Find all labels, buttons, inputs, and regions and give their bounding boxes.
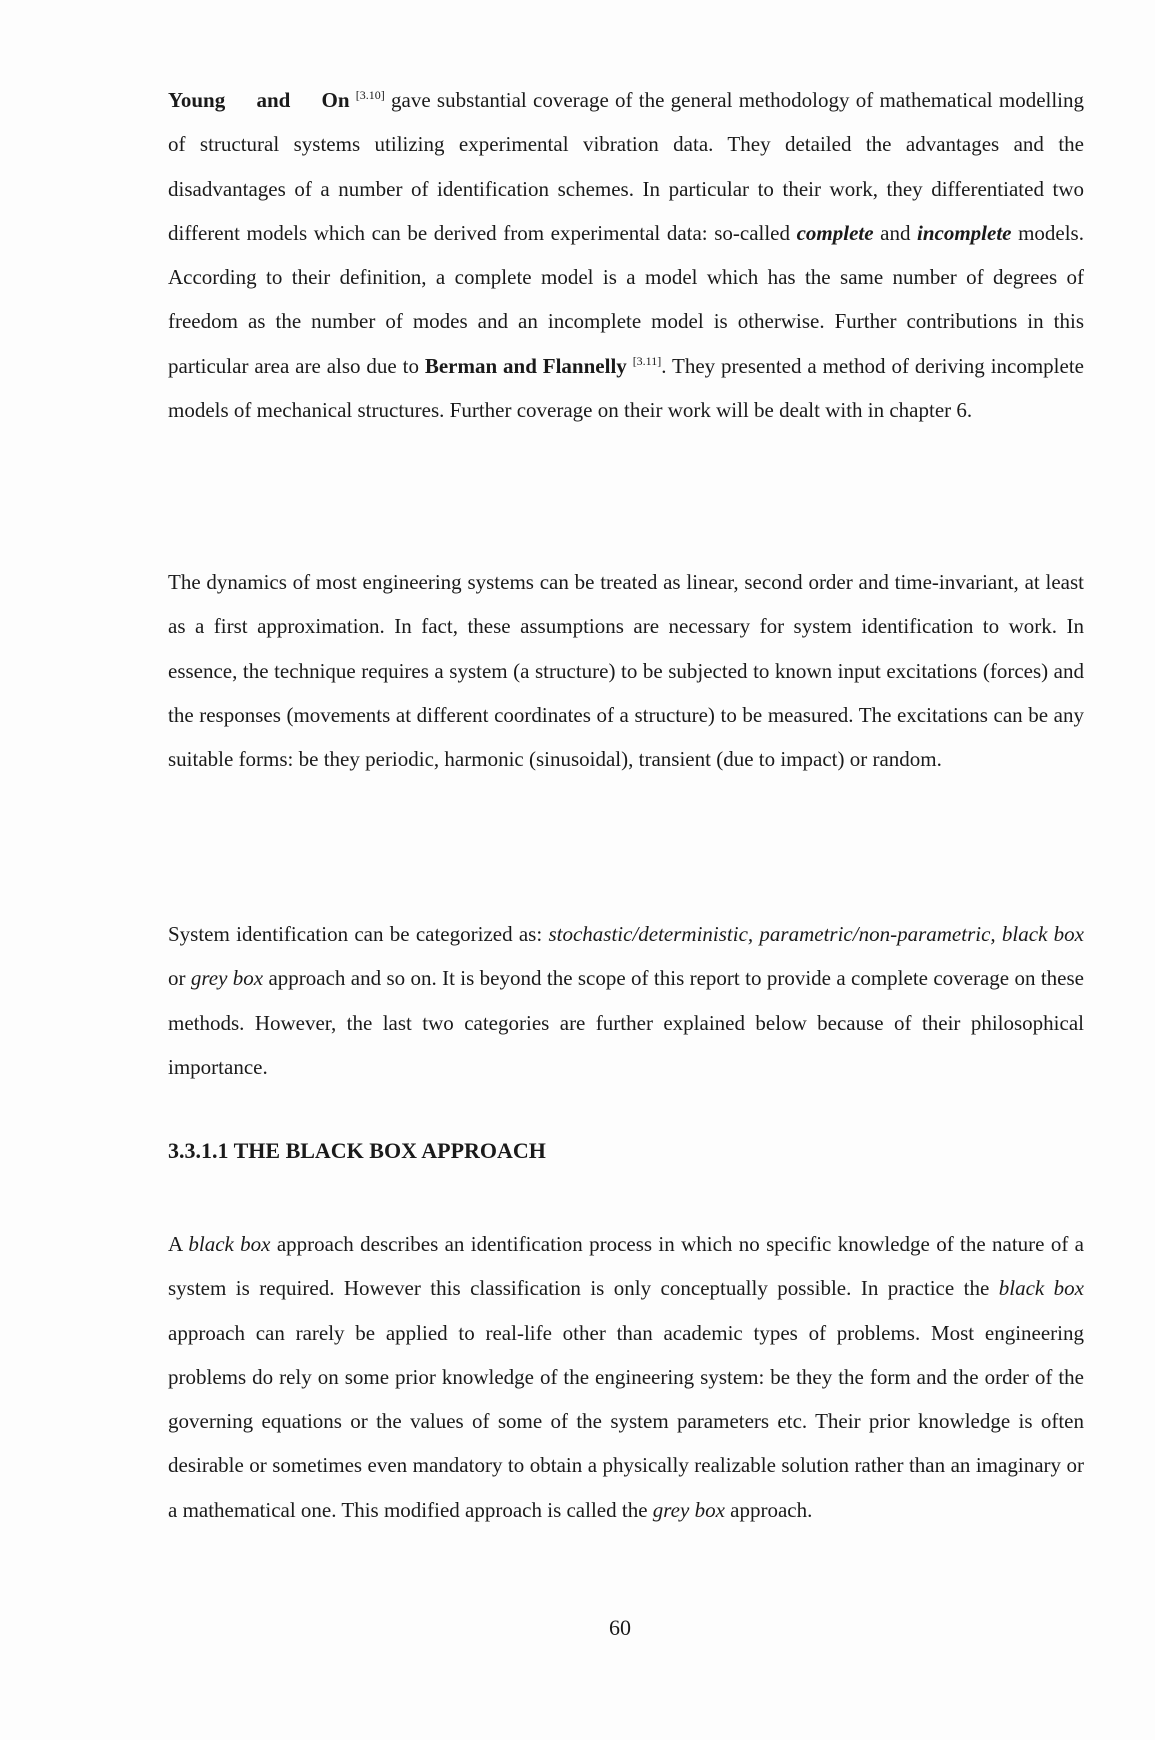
page-number: 60 [609,1615,631,1640]
paragraph-1-text-c: models. According to their definition, a complete model is a model which has the same number of degrees of freedom as the number of modes and an incomplete model is otherwise. Further contributions in this particular area are also due to [168,220,1084,378]
section-heading: 3.3.1.1 THE BLACK BOX APPROACH [168,1138,546,1163]
paragraph-2-text: The dynamics of most engineering systems can be treated as linear, second order and time-invariant, at least as a first approximation. In fact, these assumptions are necessary for system identification to work. In essence, the technique requires a system (a structure) to be subjected to known input excitations (forces) and the responses (movements at different coordinates of a structure) to be measured. The excitations can be any suitable forms: be they periodic, harmonic (sinusoidal), transient (due to impact) or random. [168,570,1084,772]
author-on: On [321,88,350,112]
paragraph-3-text-a: System identification can be categorized as: [168,922,549,946]
term-incomplete: incomplete [917,220,1012,245]
paragraph-1-text-b: and [873,220,918,245]
paragraph-1-text-d: . They presented a method of deriving incomplete models of mechanical structures. Further coverage on their work will be dealt with in chapter 6. [168,353,1084,423]
term-grey-box-2: grey box [652,1497,725,1522]
paragraph-4-text-d: approach. [724,1497,813,1522]
term-black-box-2: black box [998,1276,1084,1301]
author-young: Young [168,88,226,112]
paragraph-4-text-c: approach can rarely be applied to real-life other than academic types of problems. Most engineering problems do rely on some prior knowledge of the engineering system: be they the form and the order of the governing equations or the values of some of the system parameters etc. Their prior knowledge is often desirable or sometimes even mandatory to obtain a physically realizable solution rather than an imaginary or a mathematical one. This modified approach is called the [168,1320,1084,1522]
term-complete: complete [796,220,874,245]
paragraph-2 [168,560,1084,781]
paragraph-1 [168,78,1084,432]
paragraph-1-text-a: gave substantial coverage of the general methodology of mathematical modelling of structural systems utilizing experimental vibration data. They detailed the advantages and the disadvantages of a number of identification schemes. In particular to their work, they differentiated two different models which can be derived from experimental data: so-called [168,88,1085,245]
authors-berman-flannelly: Berman and Flannelly [424,353,627,378]
term-black-box-1: black box [188,1232,271,1256]
author-conjunction: and [256,88,291,112]
paragraph-3-text-c: approach and so on. It is beyond the scope of this report to provide a complete coverage on these methods. However, the last two categories are further explained below because of their philosophical importance. [168,966,1085,1079]
paragraph-3 [168,912,1084,1089]
paragraph-3-text-b: or [168,966,191,991]
reference-3-11: [3.11] [632,353,662,368]
term-categories: stochastic/deterministic, parametric/non-parametric, black box [548,922,1084,946]
paragraph-4-text-b: approach describes an identification process in which no specific knowledge of the nature of a system is required. However this classification is only conceptually possible. In practice the [168,1232,1084,1301]
term-grey-box: grey box [190,966,264,991]
paragraph-4-text-a: A [168,1232,189,1256]
paragraph-4 [168,1222,1084,1532]
reference-3-10: [3.10] [355,88,385,102]
